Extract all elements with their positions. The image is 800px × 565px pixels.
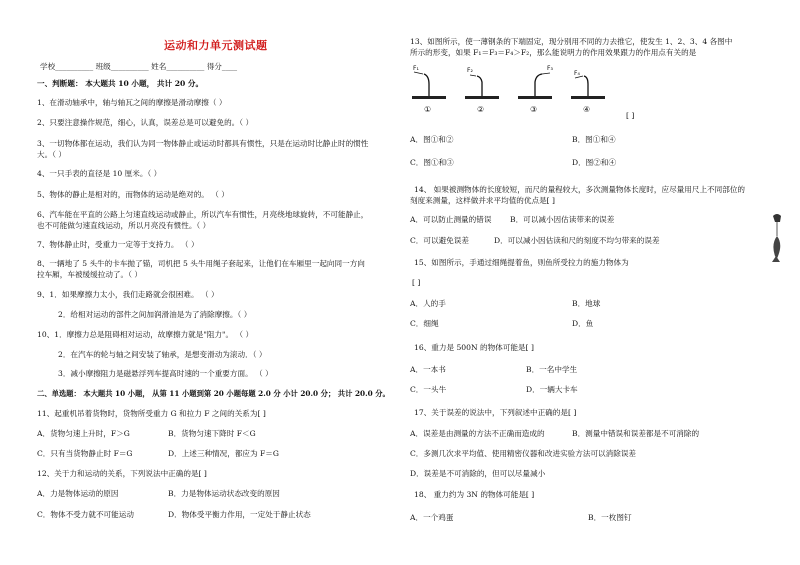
q14-stem-line1: 14、 如果被测物体的长度较短，而尺的量程较大，多次测量物体长度时，应尽量用尺上不同部位的 bbox=[414, 185, 746, 194]
q15-fish-figure bbox=[764, 212, 790, 270]
q15-option-a: A．人的手 bbox=[410, 299, 446, 308]
q15-option-d: D．鱼 bbox=[572, 319, 594, 328]
q16-option-a: A．一本书 bbox=[410, 365, 446, 374]
q17-option-a: A．误差是由测量的方法不正确而造成的 bbox=[410, 429, 545, 438]
q12-stem: 12、关于力和运动的关系，下列说法中正确的是[ ] bbox=[37, 469, 207, 478]
q17-stem: 17、关于误差的说法中，下列叙述中正确的是[ ] bbox=[414, 408, 577, 417]
q10-3: 3．减小摩擦阻力是磁悬浮列车提高时速的一个重要方面。 （ ） bbox=[58, 369, 273, 378]
strip-1 bbox=[424, 74, 429, 96]
figure-base-4 bbox=[571, 96, 605, 99]
figure-label-1: ① bbox=[424, 105, 432, 114]
q15-option-b: B．地球 bbox=[572, 299, 601, 308]
hand-icon bbox=[773, 214, 781, 222]
fish-tail-icon bbox=[772, 256, 780, 262]
q15-option-c: C．细绳 bbox=[410, 319, 439, 328]
q12-option-d: D．物体受平衡力作用，一定处于静止状态 bbox=[168, 510, 311, 519]
q13-answer-bracket: [ ] bbox=[626, 111, 635, 120]
q11-stem: 11、起重机吊着货物时，货物所受重力 G 和拉力 F 之间的关系为[ ] bbox=[37, 409, 266, 418]
strip-2 bbox=[477, 76, 482, 96]
strip-4 bbox=[584, 76, 588, 96]
strip-3 bbox=[535, 74, 542, 96]
q14-option-a: A．可以防止测量的错误 bbox=[410, 215, 492, 224]
q13-option-c: C．图①和③ bbox=[410, 158, 454, 167]
q4: 4、一只手表的直径是 10 厘米。（ ） bbox=[37, 169, 162, 178]
q12-option-a: A．力是物体运动的原因 bbox=[37, 489, 119, 498]
q11-option-a: A．货物匀速上升时，F＞G bbox=[37, 429, 130, 438]
q13-option-a: A．图①和② bbox=[410, 135, 454, 144]
q16-option-b: B．一名中学生 bbox=[526, 365, 578, 374]
q18-stem: 18、 重力约为 3N 的物体可能是[ ] bbox=[414, 490, 535, 499]
q9-1: 9、1．如果摩擦力太小，我们走路就会很困难。 （ ） bbox=[37, 290, 219, 299]
force-label-3: F₃ bbox=[547, 65, 553, 72]
q10-1: 10、1．摩擦力总是阻碍相对运动，故摩擦力就是"阻力"。 （ ） bbox=[37, 330, 254, 339]
q11-option-c: C．只有当货物静止时 F＝G bbox=[37, 449, 133, 458]
q3-line1: 3、一切物体都在运动，我们认为同一物体静止或运动时都具有惯性，只是在运动时比静止时的惯性 bbox=[37, 139, 369, 148]
force-arrow-1 bbox=[414, 72, 423, 74]
q3-line2: 大。（ ） bbox=[37, 150, 66, 159]
q13-option-b: B．图①和④ bbox=[572, 135, 616, 144]
figure-base-1 bbox=[412, 96, 446, 99]
q12-option-c: C．物体不受力就不可能运动 bbox=[37, 510, 134, 519]
q7: 7、物体静止时，受重力一定等于支持力。 （ ） bbox=[37, 240, 199, 249]
figure-label-4: ④ bbox=[583, 105, 591, 114]
q17-option-c: C．多测几次求平均值、使用精密仪器和改进实验方法可以消除误差 bbox=[410, 449, 637, 458]
figure-base-3 bbox=[518, 96, 552, 99]
q2: 2、只要注意操作规范，细心，认真，误差总是可以避免的。（ ） bbox=[37, 118, 254, 127]
figure-label-3: ③ bbox=[530, 105, 538, 114]
section2-heading: 二、单选题： 本大题共 10 小题， 从第 11 小题到第 20 小题每题 2.0 分 小计 20.0 分； 共计 20.0 分。 bbox=[37, 389, 390, 398]
q17-option-b: B．测量中错误和误差都是不可消除的 bbox=[572, 429, 700, 438]
q16-option-d: D．一辆大卡车 bbox=[526, 385, 578, 394]
q15-answer-bracket: [ ] bbox=[412, 278, 421, 287]
q14-option-d: D．可以减小因估读和尺的刻度不均匀带来的误差 bbox=[494, 236, 660, 245]
q16-stem: 16、重力是 500N 的物体可能是[ ] bbox=[414, 343, 534, 352]
q13-option-d: D．图②和④ bbox=[572, 158, 617, 167]
q1: 1、在滑动轴承中，轴与轴瓦之间的摩擦是滑动摩擦（ ） bbox=[37, 98, 227, 107]
q14-stem-line2: 刻度来测量，这样做并求平均值的优点是[ ] bbox=[410, 196, 556, 205]
force-label-2: F₂ bbox=[467, 67, 473, 74]
q8-line1: 8、一辆地了 5 头牛的卡车抛了锚，司机把 5 头牛用绳子套起来，让他们在车厢里一起向同一方向 bbox=[37, 259, 365, 268]
fish-icon bbox=[773, 236, 780, 258]
q6-line2: 也不可能做匀速直线运动，所以月亮没有惯性。（ ） bbox=[37, 221, 211, 230]
q5: 5、物体的静止是相对的，而物体的运动是绝对的。 （ ） bbox=[37, 190, 229, 199]
figure-label-2: ② bbox=[477, 105, 485, 114]
q17-option-d: D．误差是不可消除的，但可以尽量减小 bbox=[410, 469, 546, 478]
q13-stem-line2: 所示的形变，如果 F₁＝F₃＝F₄＞F₂，那么能说明力的作用效果跟力的作用点有关的是 bbox=[410, 48, 697, 57]
force-label-4: F₄ bbox=[574, 70, 580, 77]
q13-steel-strip-figure bbox=[410, 62, 620, 120]
q11-option-d: D．上述三种情况，都应为 F＝G bbox=[168, 449, 279, 458]
q8-line2: 拉车厢，车被缓缓拉动了。（ ） bbox=[37, 270, 142, 279]
q10-2: 2．在汽车的轮与轴之间安装了轴承，是想变滑动为滚动．（ ） bbox=[58, 350, 267, 359]
q16-option-c: C．一头牛 bbox=[410, 385, 447, 394]
q9-2: 2．给相对运动的部件之间加润滑油是为了消除摩擦。（ ） bbox=[58, 310, 252, 319]
figure-base-2 bbox=[465, 96, 499, 99]
section1-heading: 一、判断题： 本大题共 10 小题， 共计 20 分。 bbox=[37, 79, 204, 88]
q14-option-c: C．可以避免误差 bbox=[410, 236, 469, 245]
q13-stem-line1: 13、如图所示，使一薄钢条的下端固定，现分别用不同的力去推它，使发生 1、2、3、4 各图中 bbox=[410, 37, 733, 46]
q18-option-a: A．一个鸡蛋 bbox=[410, 513, 454, 522]
student-info-line: 学校__________ 班级__________ 姓名__________ 得分____ bbox=[40, 62, 238, 71]
force-label-1: F₁ bbox=[413, 65, 419, 72]
q18-option-b: B．一枚图钉 bbox=[588, 513, 632, 522]
force-arrow-3 bbox=[542, 73, 550, 74]
q11-option-b: B．货物匀速下降时 F＜G bbox=[168, 429, 256, 438]
q14-option-b: B．可以减小因估读带来的误差 bbox=[510, 215, 615, 224]
q12-option-b: B．力是物体运动状态改变的原因 bbox=[168, 489, 280, 498]
q6-line1: 6、汽车能在平直的公路上匀速直线运动或静止，所以汽车有惯性，月亮绕地球旋转，不可能静止， bbox=[37, 210, 369, 219]
force-arrow-2 bbox=[470, 75, 476, 76]
page-title: 运动和力单元测试题 bbox=[164, 39, 268, 52]
q15-stem: 15、如图所示，手通过细绳提着鱼，则鱼所受拉力的施力物体为 bbox=[414, 258, 629, 267]
